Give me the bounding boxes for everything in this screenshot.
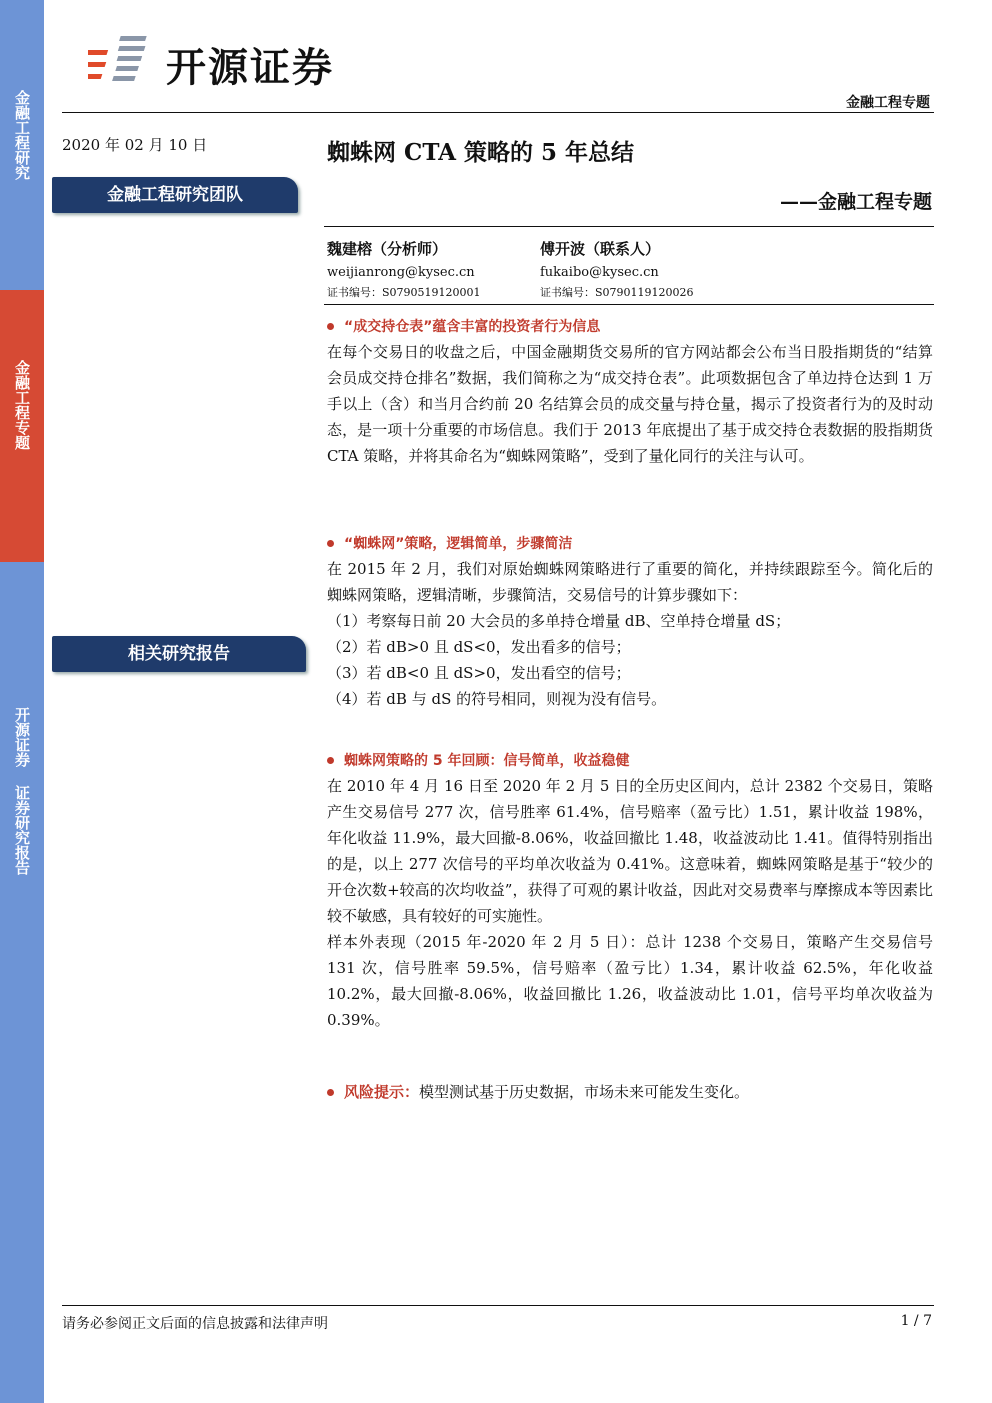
section-3-paragraph-2: 样本外表现（2015 年-2020 年 2 月 5 日）：总计 1238 个交易日，策略产生交易信号 131 次，信号胜率 59.5%，信号赔率（盈亏比）1.34，累计收益 62.5%，年化收益 10.2%，最大回撤-8.06%，收益回撤比 1.26，收益波动比 1.01，信号平均单次收益为 0.39%。: [327, 933, 933, 1029]
section-2-step-3: （3）若 dB<0 且 dS>0，发出看空的信号；: [327, 664, 631, 682]
author-2-name: 傅开波（联系人）: [540, 240, 661, 258]
author-1-name: 魏建榕（分析师）: [327, 240, 448, 258]
side-strip-middle-text: 金融工程专题: [13, 360, 31, 450]
section-1-title: [327, 316, 600, 336]
author-1-email[interactable]: weijianrong@kysec.cn: [327, 265, 475, 280]
author-2: [540, 238, 694, 300]
section-2-body: [327, 556, 933, 712]
risk-text: 模型测试基于历史数据，市场未来可能发生变化。: [419, 1083, 750, 1101]
risk-note: [327, 1081, 749, 1102]
bullet-icon: [327, 757, 334, 764]
section-2-step-1: （1）考察每日前 20 大会员的多单持仓增量 dB、空单持仓增量 dS；: [327, 612, 791, 630]
title-rule: [324, 226, 934, 227]
author-1: [327, 238, 481, 300]
section-3-title-text: 蜘蛛网策略的 5 年回顾：信号简单，收益稳健: [344, 753, 630, 769]
section-1-body: [327, 339, 933, 469]
author-rule: [324, 304, 934, 305]
side-strip-bottom-text: 开源证券 证券研究报告: [13, 707, 31, 875]
section-1-title-text: “成交持仓表”蕴含丰富的投资者行为信息: [344, 319, 601, 335]
section-2-title-text: “蜘蛛网”策略，逻辑简单，步骤简洁: [344, 536, 573, 552]
side-strip-top: [0, 0, 44, 290]
risk-label: 风险提示：: [344, 1083, 420, 1101]
section-1-paragraph: 在每个交易日的收盘之后，中国金融期货交易所的官方网站都会公布当日股指期货的“结算会员成交持仓排名”数据，我们简称之为“成交持仓表”。此项数据包含了单边持仓达到 1 万手以上（含）和当月合约前 20 名结算会员的成交量与持仓量，揭示了投资者行为的及时动态，是一项十分重要的市场信息。我们于 2013 年底提出了基于成交持仓表数据的股指期货 CTA 策略，并将其命名为“蜘蛛网策略”，受到了量化同行的关注与认可。: [327, 343, 933, 465]
side-strip-middle: [0, 290, 44, 562]
section-2-step-2: （2）若 dB>0 且 dS<0，发出看多的信号；: [327, 638, 631, 656]
side-strip-bottom: [0, 562, 44, 1403]
section-3-paragraph-1: 在 2010 年 4 月 16 日至 2020 年 2 月 5 日的全历史区间内，总计 2382 个交易日，策略产生交易信号 277 次，信号胜率 61.4%，信号赔率（盈亏比）1.51，累计收益 198%，年化收益 11.9%，最大回撤-8.06%，收益回撤比 1.48，收益波动比 1.41。值得特别指出的是，以上 277 次信号的平均单次收益为 0.41%。这意味着，蜘蛛网策略是基于“较少的开仓次数+较高的次均收益”，获得了可观的累计收益，因此对交易费率与摩擦成本等因素比较不敏感，具有较好的可实施性。: [327, 777, 933, 925]
header-tag: 金融工程专题: [846, 95, 930, 111]
team-label: 金融工程研究团队: [107, 185, 243, 205]
related-label: 相关研究报告: [128, 644, 230, 664]
brand-name: 开源证券: [166, 45, 334, 91]
bullet-icon: [327, 323, 334, 330]
related-reports-heading: [52, 636, 306, 672]
author-1-cert: 证书编号：S0790519120001: [327, 286, 481, 299]
brand-logo-icon: [88, 32, 156, 84]
author-2-email[interactable]: fukaibo@kysec.cn: [540, 265, 659, 280]
footer-rule: [62, 1305, 934, 1306]
bullet-icon: [327, 1089, 334, 1096]
header-rule: [62, 112, 934, 113]
team-badge: [52, 177, 298, 213]
page-number: 1 / 7: [900, 1313, 932, 1329]
section-2-step-4: （4）若 dB 与 dS 的符号相同，则视为没有信号。: [327, 690, 667, 708]
side-strip-top-text: 金融工程研究: [13, 90, 31, 180]
page-subtitle: ——金融工程专题: [779, 191, 932, 213]
section-2-title: [327, 533, 572, 553]
section-2-paragraph: 在 2015 年 2 月，我们对原始蜘蛛网策略进行了重要的简化，并持续跟踪至今。简化后的蜘蛛网策略，逻辑清晰，步骤简洁，交易信号的计算步骤如下：: [327, 560, 933, 604]
page-title: 蜘蛛网 CTA 策略的 5 年总结: [327, 139, 635, 166]
section-3-body: [327, 773, 933, 1033]
footer-disclaimer: 请务必参阅正文后面的信息披露和法律声明: [62, 1316, 328, 1332]
report-date: 2020 年 02 月 10 日: [62, 136, 208, 154]
section-3-title: [327, 750, 630, 770]
bullet-icon: [327, 540, 334, 547]
author-2-cert: 证书编号：S0790119120026: [540, 286, 694, 299]
